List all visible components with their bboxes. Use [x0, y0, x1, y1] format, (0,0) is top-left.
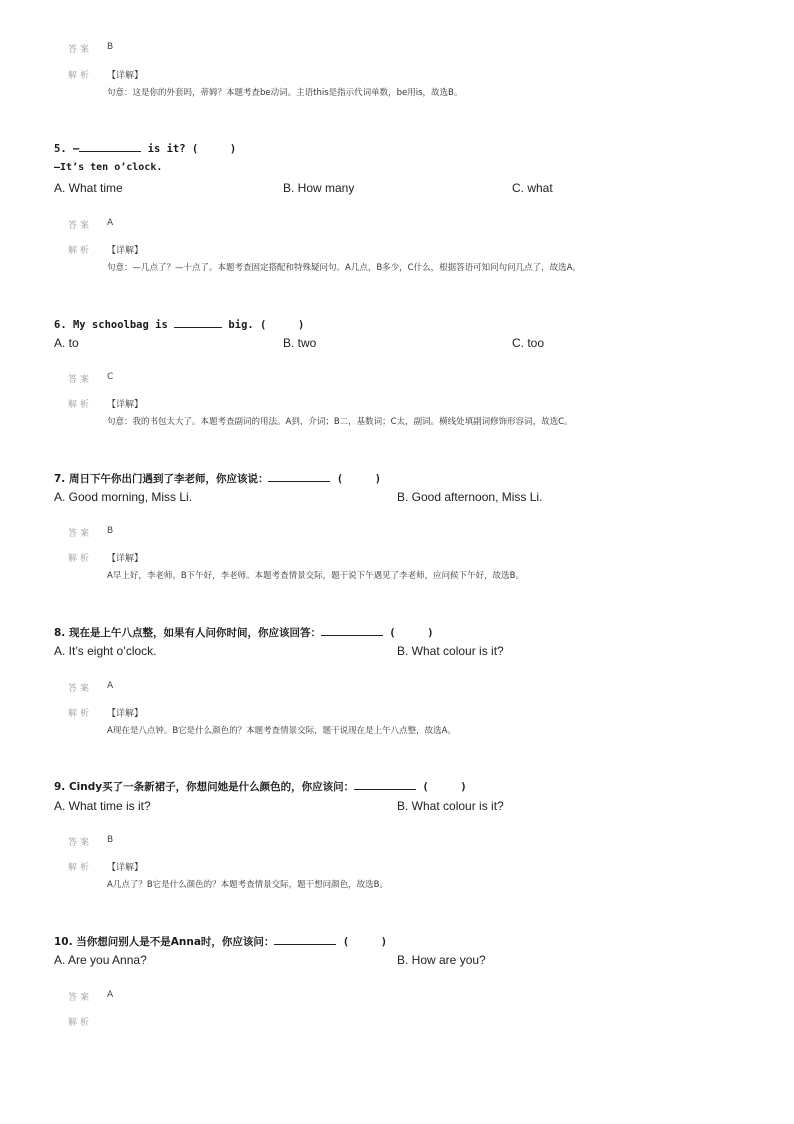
answer-value: C [107, 372, 114, 382]
option-b: B. What colour is it? [397, 799, 504, 813]
analysis-label: 解析 [68, 246, 93, 256]
answer-blank[interactable] [354, 778, 416, 790]
analysis-label: 解析 [68, 709, 93, 719]
question-stem: 7. 周日下午你出门遇到了李老师，你应该说： ( ) [54, 470, 373, 486]
answer-label: 答案 [68, 221, 93, 231]
option-a: A. What time [54, 181, 123, 195]
detail-text: 句意：我的书包太大了。本题考查副词的用法。A到，介词；B二，基数词；C太，副词。横线处填副词修饰形容词，故选C。 [107, 417, 573, 427]
answer-blank[interactable] [321, 624, 383, 636]
detail-text: A早上好，李老师。B下午好，李老师。本题考查情景交际，题干说下午遇见了李老师，应问候下午好，故选B。 [107, 571, 524, 581]
analysis-label: 解析 [68, 554, 93, 564]
option-a: A. to [54, 336, 79, 350]
option-a: A. Are you Anna? [54, 953, 147, 967]
analysis-label: 解析 [68, 863, 93, 873]
option-a: A. What time is it? [54, 799, 151, 813]
answer-label: 答案 [68, 45, 93, 55]
answer-value: B [107, 42, 114, 52]
detail-tag: 【详解】 [107, 709, 144, 719]
question-stem: 10. 当你想问别人是不是Anna时，你应该问： ( ) [54, 933, 379, 949]
question-subline: —It’s ten o’clock. [54, 162, 163, 173]
answer-paren[interactable]: ( ) [422, 781, 467, 793]
analysis-label: 解析 [68, 400, 93, 410]
answer-blank[interactable] [274, 933, 336, 945]
detail-tag: 【详解】 [107, 246, 144, 256]
option-b: B. Good afternoon, Miss Li. [397, 490, 543, 504]
answer-label: 答案 [68, 529, 93, 539]
answer-blank[interactable] [79, 140, 141, 152]
detail-text: 句意：—几点了？—十点了。本题考查固定搭配和特殊疑问句。A几点，B多少，C什么，根据答语可知问句问几点了，故选A。 [107, 263, 581, 273]
question-stem: 5. — is it? ( ) [54, 140, 228, 155]
answer-paren[interactable]: ( ) [260, 319, 305, 331]
answer-blank[interactable] [174, 316, 222, 328]
question-stem: 6. My schoolbag is big. ( ) [54, 316, 296, 331]
detail-text: A几点了？B它是什么颜色的？本题考查情景交际，题干想问颜色，故选B。 [107, 880, 388, 890]
option-b: B. two [283, 336, 317, 350]
answer-label: 答案 [68, 838, 93, 848]
analysis-label: 解析 [68, 1018, 93, 1028]
detail-tag: 【详解】 [107, 554, 144, 564]
answer-label: 答案 [68, 684, 93, 694]
option-b: B. What colour is it? [397, 644, 504, 658]
analysis-label: 解析 [68, 71, 93, 81]
question-stem: 8. 现在是上午八点整，如果有人问你时间，你应该回答： ( ) [54, 624, 425, 640]
detail-tag: 【详解】 [107, 863, 144, 873]
answer-value: A [107, 990, 114, 1000]
detail-tag: 【详解】 [107, 71, 144, 81]
answer-value: A [107, 218, 114, 228]
detail-text: A现在是八点钟。B它是什么颜色的？本题考查情景交际，题干说现在是上午八点整，故选A。 [107, 726, 456, 736]
answer-value: B [107, 835, 114, 845]
answer-value: A [107, 681, 114, 691]
detail-text: 句意：这是你的外套吗，蒂姆？本题考查be动词。主语this是指示代词单数，be用is，故选B。 [107, 88, 463, 98]
option-a: A. Good morning, Miss Li. [54, 490, 193, 504]
answer-paren[interactable]: ( ) [389, 627, 434, 639]
option-c: C. what [512, 181, 553, 195]
answer-paren[interactable]: ( ) [336, 473, 382, 485]
answer-blank[interactable] [268, 470, 330, 482]
detail-tag: 【详解】 [107, 400, 144, 410]
option-b: B. How are you? [397, 953, 486, 967]
answer-label: 答案 [68, 375, 93, 385]
question-stem: 9. Cindy买了一条新裙子，你想问她是什么颜色的，你应该问： ( ) [54, 778, 458, 794]
answer-label: 答案 [68, 993, 93, 1003]
answer-paren[interactable]: ( ) [342, 936, 388, 948]
option-a: A. It’s eight o’clock. [54, 644, 157, 658]
answer-paren[interactable]: ( ) [191, 143, 237, 155]
option-b: B. How many [283, 181, 355, 195]
answer-value: B [107, 526, 114, 536]
option-c: C. too [512, 336, 545, 350]
